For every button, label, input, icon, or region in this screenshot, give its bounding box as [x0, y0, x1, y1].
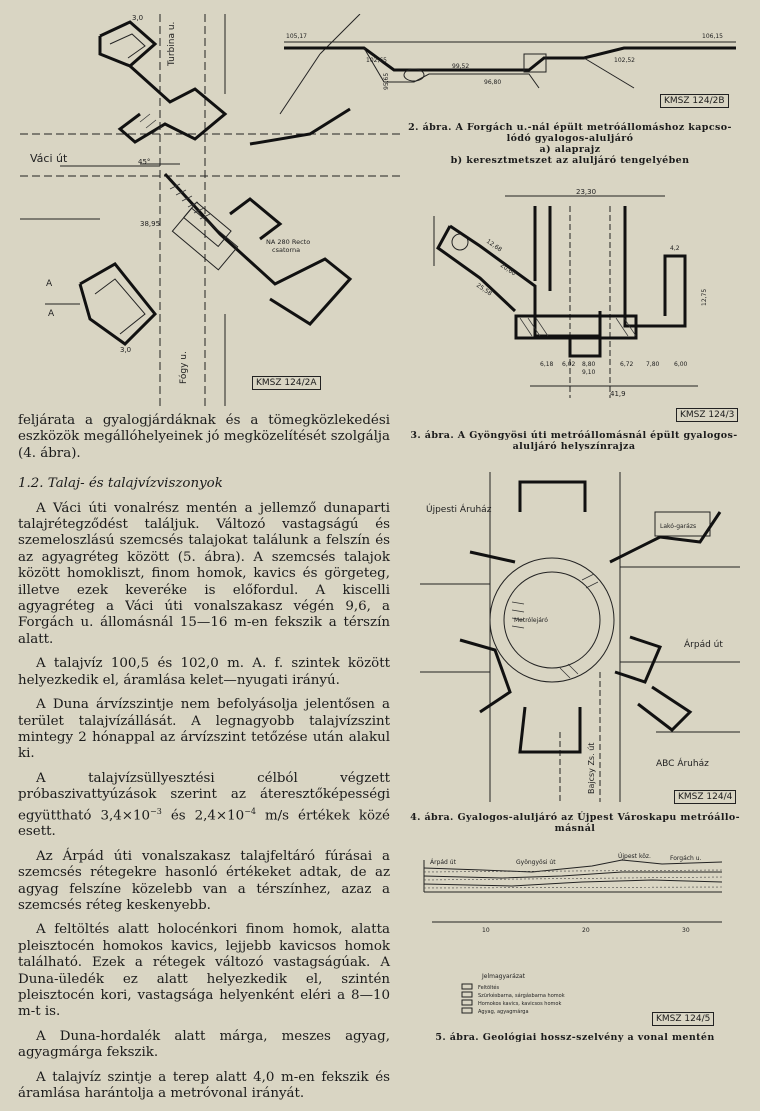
figure-3-caption: 3. ábra. A Gyöngyösi úti metróállomásnál épült gyalogos- aluljáró helyszínrajza: [410, 430, 738, 452]
figure-5-badge: KMSZ 124/5: [652, 1012, 714, 1026]
section-mark-a1: A: [46, 279, 53, 289]
paragraph-5: Az Árpád úti vonalszakasz talajfeltáró fúrásai a szemcsés rétegekre hasonló értékeket adtak, de az agyag felszíne közelebb van a térszínhez, azaz a szemcsés réteg keskenyebb.: [18, 848, 390, 914]
paragraph-6: A feltöltés alatt holocénkori finom homok, alatta pleisztocén homokos kavics, lejjebb kavicsos homok található. Ezek a rétegek változó vastagságúak. A Duna-üledék ez alatt helyezkedik el, szintén pleisztocén kori, vastagsága helyenként eléri a 8—10 m-t is.: [18, 922, 390, 1020]
fig3-dim-a: 6,18: [540, 361, 554, 368]
paragraph-1: A Váci úti vonalrész mentén a jellemző dunaparti talajrétegződést találjuk. Változó vastagságú és szemeloszlású szemcsés talajokat találunk a felszín és az agyagréteg között (5. ábra). A szemcsés talajok között homokliszt, finom homok, kavics és görgeteg, illetve ezek keveréke is előfordul. A kiscelli agyagréteg a Váci úti vonalszakasz végén 9,6, a Forgách u. állomásnál 15—16 m-en fekszik a térszín alatt.: [18, 500, 390, 647]
paragraph-7: A Duna-hordalék alatt márga, meszes agyag, agyagmárga fekszik.: [18, 1028, 390, 1061]
level-2: 99,52: [452, 63, 470, 70]
figure-5-caption: 5. ábra. Geológiai hossz-szelvény a vonal mentén: [435, 1032, 715, 1043]
level-3: 96,80: [484, 79, 502, 86]
figure-4-plan: [420, 472, 740, 802]
fig4-label-arpad: Árpád út: [684, 640, 723, 650]
paragraph-2: A talajvíz 100,5 és 102,0 m. A. f. szintek között helyezkedik el, áramlása kelet—nyugati irányú.: [18, 656, 390, 688]
body-text-column: [18, 413, 390, 1111]
dim-3-top: 3,0: [132, 14, 144, 22]
fig3-dim-side: 12,75: [701, 288, 708, 306]
figure-2-caption: 2. ábra. A Forgách u.-nál épült metróállomáshoz kapcso- lódó gyalogos-aluljáró a) alaprajz b) keresztmetszet az aluljáró tengelyében: [408, 122, 732, 166]
fig5-tick-2: 20: [582, 927, 590, 934]
street-label-vaci: Váci út: [30, 152, 68, 165]
fig3-dim-diag1: 12,68: [484, 237, 503, 254]
dim-na: NA 280 Recto: [266, 238, 311, 246]
fig3-dim-d: 9,10: [582, 369, 596, 376]
fig3-dim-e: 6,72: [620, 361, 634, 368]
figure-2b-section: [284, 30, 736, 100]
fig4-label-abc: ABC Áruház: [656, 759, 709, 769]
figure-5-profile: [422, 852, 740, 1022]
figure-2b-badge: KMSZ 124/2B: [660, 94, 729, 108]
street-label-turbina: Turbina u.: [167, 21, 177, 66]
fig5-label-sz4: Forgách u.: [670, 855, 702, 862]
dim-45: 45°: [138, 158, 151, 166]
paragraph-intro: feljárata a gyalogjárdáknak és a tömegközlekedési eszközök megállóhelyeinek jó megközelítését szolgálja (4. ábra).: [18, 413, 390, 461]
fig3-dim-g: 6,00: [674, 361, 688, 368]
fig5-tick-3: 30: [682, 927, 690, 934]
fig4-label-bajcsy: Bajcsy Zs. út: [587, 742, 596, 794]
fig4-label-metro: Metrólejáró: [514, 617, 548, 624]
section-heading: 1.2. Talaj- és talajvízviszonyok: [18, 476, 223, 492]
figure-4-caption: 4. ábra. Gyalogos-aluljáró az Újpest Városkapu metróállo- másnál: [410, 812, 740, 834]
level-right: 106,15: [702, 33, 723, 40]
fig5-legend-3: Homokos kavics, kavicsos homok: [478, 1001, 562, 1007]
fig5-label-sz2: Gyöngyösi út: [516, 859, 556, 866]
fig5-label-sz3: Újpest köz.: [618, 853, 651, 860]
fig5-tick-1: 10: [482, 927, 490, 934]
fig4-label-garage: Lakó-garázs: [660, 523, 697, 530]
fig3-dim-b: 6,02: [562, 361, 576, 368]
fig3-dim-c: 8,80: [582, 361, 596, 368]
paragraph-3: A Duna árvízszintje nem befolyásolja jelentősen a terület talajvízállását. A legnagyobb talajvízszint mintegy 2 hónappal az árvízszint tetőzése után alakul ki.: [18, 697, 390, 762]
fig3-dim-42: 4,2: [670, 245, 680, 252]
street-label-fogy: Fógy u.: [179, 351, 189, 384]
fig5-legend-2: Szürkésbarna, sárgásbarna homok: [478, 993, 565, 999]
figure-4-badge: KMSZ 124/4: [674, 790, 736, 804]
level-left: 105,17: [286, 33, 307, 40]
figure-3-plan: [420, 186, 720, 398]
figure-3-badge: KMSZ 124/3: [676, 408, 738, 422]
level-5: 95,65: [383, 72, 390, 90]
fig3-dim-f: 7,80: [646, 361, 660, 368]
fig3-dim-top: 23,30: [576, 188, 597, 196]
fig4-label-ujpesti: Újpesti Áruház: [426, 505, 492, 515]
dim-38: 38,95: [140, 220, 161, 228]
section-mark-a2: A: [48, 309, 55, 319]
fig3-dim-diag2: 20,60: [498, 261, 517, 278]
figure-2a-badge: KMSZ 124/2A: [252, 376, 321, 390]
paragraph-8: A talajvíz szintje a terep alatt 4,0 m-en fekszik és áramlása harántolja a metróvonal irányát.: [18, 1069, 390, 1102]
fig3-dim-diag3: 25,58: [474, 281, 493, 298]
level-4: 102,52: [614, 57, 635, 64]
dim-3-bottom: 3,0: [120, 346, 132, 354]
level-1: 102,65: [366, 57, 387, 64]
fig5-legend-4: Agyag, agyagmárga: [478, 1009, 529, 1015]
paragraph-4: A talajvízsüllyesztési célból végzett próbaszivattyúzások szerint az áteresztőképességi együttható $3,4\times 10^{-3}$ és $2,4\times 10^{-4}$ m/s értékek közé esett.: [18, 770, 390, 840]
fig5-legend-title: Jelmagyarázat: [482, 973, 526, 980]
fig5-legend-1: Feltöltés: [478, 985, 500, 991]
fig5-label-sz1: Árpád út: [430, 859, 456, 866]
fig3-dim-bottom: 41,9: [610, 390, 626, 398]
dim-na2: csatorna: [272, 246, 301, 254]
